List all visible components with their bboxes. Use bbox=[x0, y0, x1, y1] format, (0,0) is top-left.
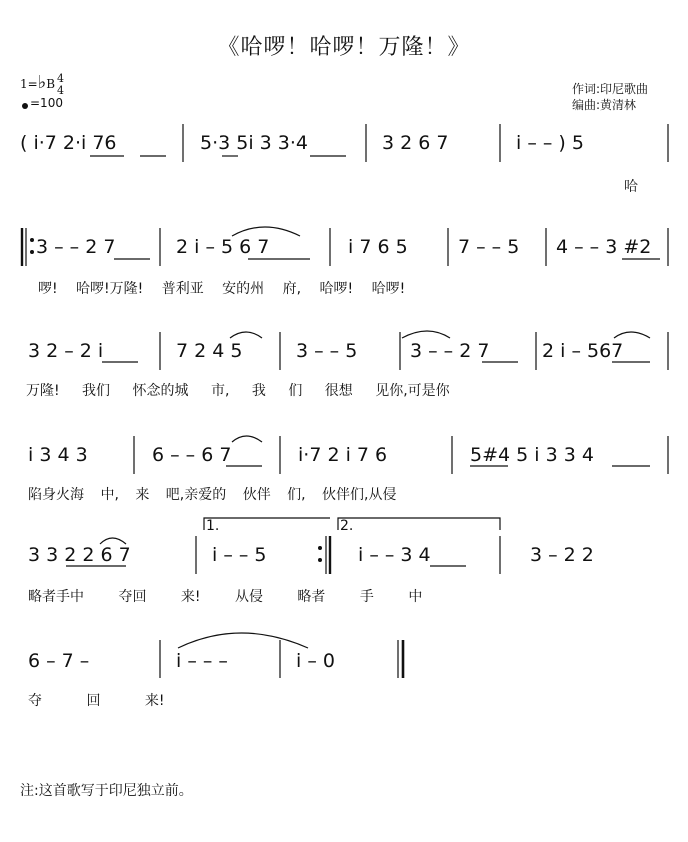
row4-m4: 5#4 5 i 3 3 4 bbox=[470, 444, 594, 466]
row3-m3: 3 – – 5 bbox=[296, 340, 358, 362]
footnote: 注:这首歌写于印尼独立前。 bbox=[20, 783, 193, 799]
row6-lyrics: 夺 回 来! bbox=[28, 693, 165, 709]
tie bbox=[614, 332, 650, 338]
repeat-dot bbox=[318, 546, 322, 550]
row5-lyrics: 略者手中 夺回 来! 从侵 略者 手 中 bbox=[28, 589, 423, 605]
row2-lyrics: 啰! 哈啰!万隆! 普利亚 安的州 府, 哈啰! 哈啰! bbox=[38, 281, 406, 297]
row4-m2: 6 – – 6 7 bbox=[152, 444, 232, 466]
row5-m1: 3 3 2 2 6 7 bbox=[28, 544, 131, 566]
row1-m2: 5·3 5i 3 3·4 bbox=[200, 132, 309, 154]
tie bbox=[100, 538, 126, 544]
composer-credit: 编曲:黄清林 bbox=[572, 98, 637, 112]
row3-m5: 2 i – 567 bbox=[542, 340, 624, 362]
key-note: B bbox=[46, 77, 56, 91]
repeat-dot bbox=[30, 250, 34, 254]
row2-m2: 2 i – 5 6 7 bbox=[176, 236, 270, 258]
volta-2: 2. bbox=[340, 518, 354, 534]
tie bbox=[232, 227, 300, 236]
key-prefix: 1= bbox=[20, 77, 38, 91]
repeat-dot bbox=[318, 558, 322, 562]
row2-m3: i 7 6 5 bbox=[348, 236, 408, 258]
volta-bracket-1 bbox=[204, 518, 330, 530]
row6-m1: 6 – 7 – bbox=[28, 650, 90, 672]
tie bbox=[178, 633, 308, 648]
tie bbox=[230, 332, 262, 338]
row3-m4: 3 – – 2 7 bbox=[410, 340, 490, 362]
row2-m1: 3 – – 2 7 bbox=[36, 236, 116, 258]
time-bottom: 4 bbox=[57, 83, 65, 97]
volta-1: 1. bbox=[206, 518, 220, 534]
row5-m3: i – – 3 4 bbox=[358, 544, 431, 566]
repeat-dot bbox=[30, 238, 34, 242]
row4-m3: i·7 2 i 7 6 bbox=[298, 444, 388, 466]
row3-lyrics: 万隆! 我们 怀念的城 市, 我 们 很想 见你,可是你 bbox=[26, 383, 450, 399]
row1-m1: ( i·7 2·i 76 bbox=[20, 132, 117, 154]
row2-m4: 7 – – 5 bbox=[458, 236, 520, 258]
row5-m2: i – – 5 bbox=[212, 544, 267, 566]
song-title: 《哈啰！哈啰！万隆！》 bbox=[217, 35, 471, 60]
time-top: 4 bbox=[57, 71, 65, 85]
tie bbox=[402, 331, 450, 338]
volta-bracket-2 bbox=[338, 518, 500, 530]
row3-m2: 7 2 4 5 bbox=[176, 340, 243, 362]
lyricist-credit: 作词:印尼歌曲 bbox=[572, 82, 649, 96]
row4-lyrics: 陷身火海 中, 来 吧,亲爱的 伙伴 们, 伙伴们,从侵 bbox=[28, 487, 397, 503]
row1-m4: i – – ) 5 bbox=[516, 132, 584, 154]
row2-m5: 4 – – 3 #2 bbox=[556, 236, 652, 258]
flat-symbol: ♭ bbox=[37, 72, 47, 93]
row6-m3: i – 0 bbox=[296, 650, 335, 672]
row6-m2: i – – – bbox=[176, 650, 228, 672]
row3-m1: 3 2 – 2 i bbox=[28, 340, 104, 362]
row4-m1: i 3 4 3 bbox=[28, 444, 88, 466]
tie bbox=[232, 436, 262, 442]
row1-m3: 3 2 6 7 bbox=[382, 132, 449, 154]
tempo-value: =100 bbox=[30, 96, 63, 110]
row5-m4: 3 – 2 2 bbox=[530, 544, 594, 566]
row1-lyrics: 哈 bbox=[624, 179, 638, 195]
